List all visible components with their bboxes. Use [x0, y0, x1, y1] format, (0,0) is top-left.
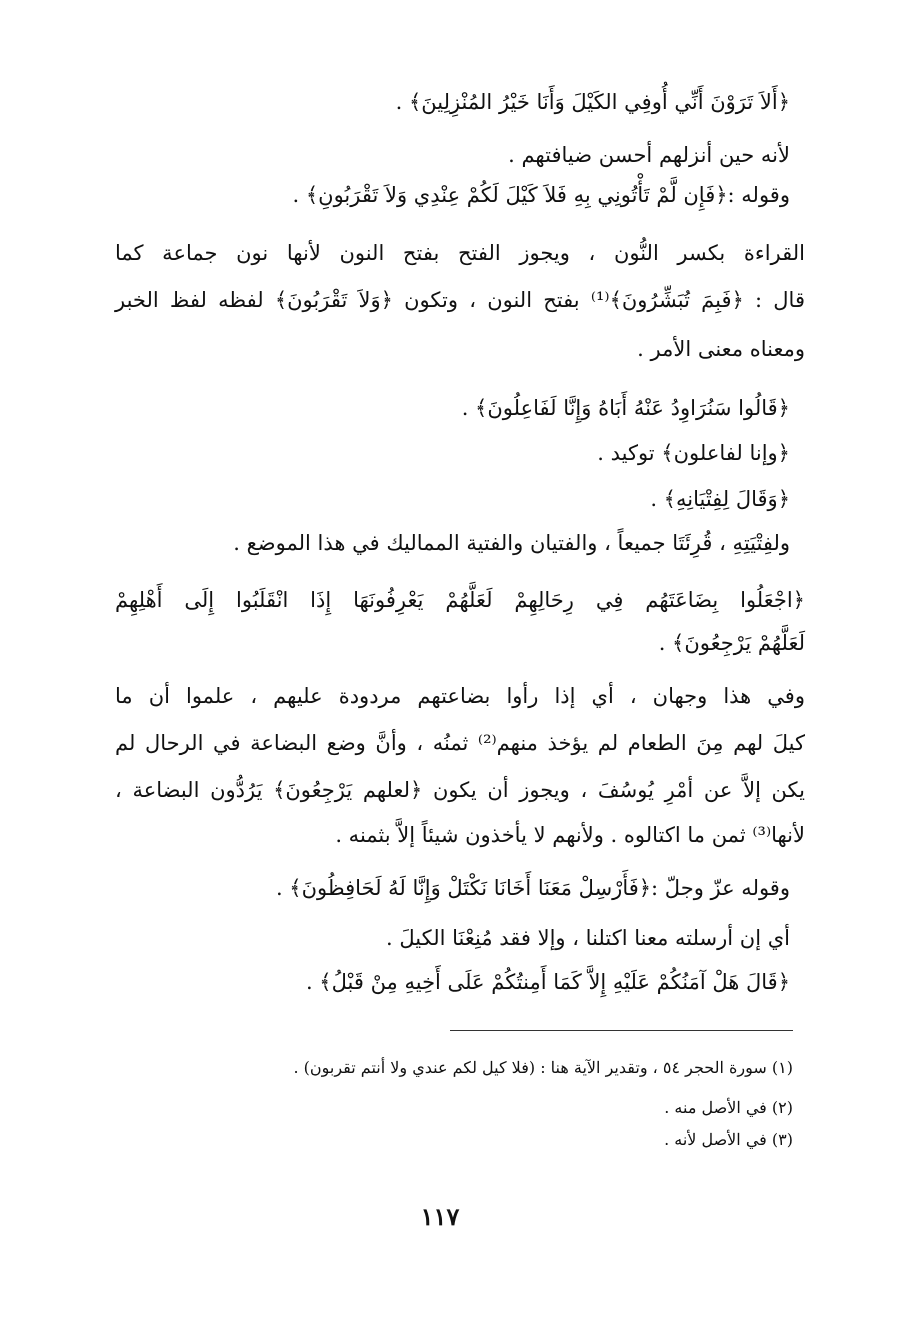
footnote: (١) سورة الحجر ٥٤ ، وتقدير الآية هنا : (فلا كيل لكم عندي ولا أنتم تقربون) .	[293, 1058, 793, 1077]
text-line: لأنه حين أنزلهم أحسن ضيافتهم .	[508, 143, 790, 167]
verse-line: ﴿أَلاَ تَرَوْنَ أَنِّي أُوفِي الكَيْلَ وَأَنَا خَيْرُ المُنْزِلِينَ﴾ .	[395, 90, 790, 114]
text-line: كيلَ لهم مِنَ الطعام لم يؤخذ منهم⁽²⁾ ثمنُه ، وأنَّ وضع البضاعة في الرحال لم	[115, 731, 805, 755]
footnote: (٢) في الأصل منه .	[664, 1098, 793, 1117]
text-line: وقوله :﴿فَإِن لَّمْ تَأْتُونِي بِهِ فَلاَ كَيْلَ لَكُمْ عِنْدِي وَلاَ تَقْرَبُونِ﴾ .	[292, 183, 790, 207]
text-line: قال : ﴿فَبِمَ تُبَشِّرُونَ﴾⁽¹⁾ بفتح النون ، وتكون ﴿وَلاَ تَقْرَبُونَ﴾ لفظه لفظ الخبر	[115, 288, 805, 312]
page-number: ١١٧	[420, 1202, 460, 1231]
verse-line: ﴿اجْعَلُوا بِضَاعَتَهُم فِي رِحَالِهِمْ لَعَلَّهُمْ يَعْرِفُونَهَا إِذَا انْقَلَبُوا إِلَى أَهْلِهِمْ	[115, 588, 805, 612]
verse-line: ﴿وَقَالَ لِفِتْيَانِهِ﴾ .	[650, 487, 790, 511]
verse-line: لَعَلَّهُمْ يَرْجِعُونَ﴾ .	[658, 631, 805, 655]
verse-line: ﴿قَالُوا سَنُرَاوِدُ عَنْهُ أَبَاهُ وَإِنَّا لَفَاعِلُونَ﴾ .	[461, 396, 790, 420]
text-line: ومعناه معنى الأمر .	[637, 337, 805, 361]
footnote: (٣) في الأصل لأنه .	[664, 1130, 793, 1149]
text-line: يكن إلاَّ عن أمْرِ يُوسُفَ ، ويجوز أن يكون ﴿لعلهم يَرْجِعُونَ﴾ يَرُدُّون البضاعة ،	[115, 778, 805, 802]
text-line: لأنها⁽³⁾ ثمن ما اكتالوه . ولأنهم لا يأخذون شيئاً إلاَّ بثمنه .	[335, 823, 805, 847]
text-line: ﴿وإنا لفاعلون﴾ توكيد .	[597, 441, 790, 465]
verse-line: وقوله عزّ وجلّ :﴿فَأَرْسِلْ مَعَنَا أَخَانَا نَكْتَلْ وَإِنَّا لَهُ لَحَافِظُونَ﴾ .	[275, 876, 790, 900]
verse-line: ﴿قَالَ هَلْ آمَنُكُمْ عَلَيْهِ إِلاَّ كَمَا أَمِنتُكُمْ عَلَى أَخِيهِ مِنْ قَبْلُ﴾ .	[305, 970, 790, 994]
text-line: وفي هذا وجهان ، أي إذا رأوا بضاعتهم مردودة عليهم ، علموا أن ما	[115, 684, 805, 708]
text-line: القراءة بكسر النُّون ، ويجوز الفتح بفتح النون لأنها نون جماعة كما	[115, 241, 805, 265]
text-line: ولفِتْيَتِهِ ، قُرِئَتَا جميعاً ، والفتيان والفتية المماليك في هذا الموضع .	[233, 531, 790, 555]
text-line: أي إن أرسلته معنا اكتلنا ، وإلا فقد مُنِعْنَا الكيلَ .	[386, 926, 790, 950]
footnote-divider	[450, 1030, 793, 1031]
